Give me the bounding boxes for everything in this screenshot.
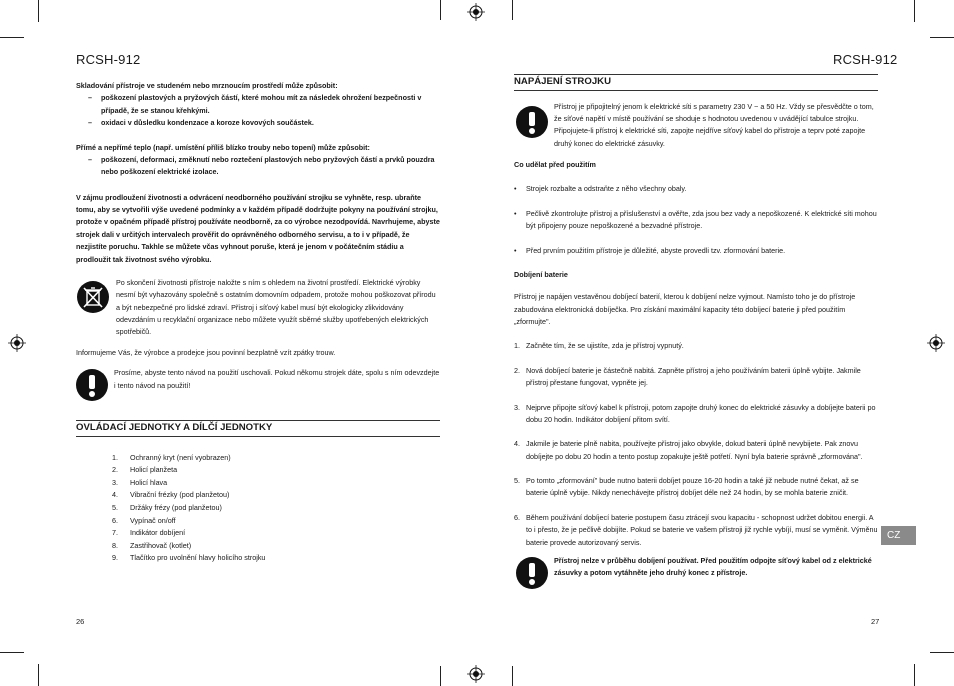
list-item: • Před prvním použitím přístroje je důležité, abyste provedli tzv. zformování baterie. xyxy=(514,245,786,255)
crop-mark xyxy=(930,37,954,38)
crop-mark xyxy=(38,664,39,686)
list-item: 3. Holicí hlava xyxy=(112,477,168,487)
list-item: 4. Jakmile je baterie plně nabita, používejte přístroj jako obvykle, dokud baterii úplně nevybijete. Pak znovu dobíjejte po dobu 20 hodin a tento postup zopakujte ještě potřetí. Nyní byla baterie správně „zformována". xyxy=(514,439,863,461)
keep-note xyxy=(76,367,440,401)
list-item: 1. Ochranný kryt (není vyobrazen) xyxy=(112,452,231,462)
crop-mark xyxy=(0,652,24,653)
list-item: 7. Indikátor dobíjení xyxy=(112,528,186,538)
charging-intro: Přístroj je napájen vestavěnou dobíjecí baterií, kterou k dobíjení nelze vyjmout. Namísto toho je do přístroje zabudována elektronická dobíječka. Pro získání maximální kapacity této dobíjecí baterie ji před použitím „zformujte". xyxy=(514,292,856,326)
registration-mark-icon xyxy=(927,334,945,352)
list-item: 5. Po tomto „zformování" bude nutno baterii dobíjet pouze 16-20 hodin a také již nebude nutné čekat, až se baterie úplně vybije. Nikdy nenechávejte přístroj dobíjet déle než 24 hodin, by se mohla baterie zničit. xyxy=(514,476,859,498)
storage-cold-lead: Skladování přístroje ve studeném nebo mrznoucím prostředí může způsobit: xyxy=(76,81,338,90)
list-item: 2. Nová dobíjecí baterie je částečně nabitá. Zapněte přístroj a jeho používáním baterii úplně vybijte. Jakmile přístroj přestane fungovat, vypněte jej. xyxy=(514,365,861,388)
charging-warning xyxy=(514,555,878,589)
model-header-right: RCSH-912 xyxy=(833,52,898,67)
list-item: 5. Držáky frézy (pod planžetou) xyxy=(112,503,222,512)
crop-mark xyxy=(0,37,24,38)
keep-note-text: Prosíme, abyste tento návod na použití uschovali. Pokud někomu strojek dáte, spolu s ním odevzdejte i tento návod na použití! xyxy=(114,368,440,390)
list-item: 6. Během používání dobíjecí baterie postupem času ztrácejí svou kapacitu - schopnost udržet dobitou energii. A to i přesto, že je pečlivě dobijíte. Pokud se baterie ve vašem přístroji již rychle vybíjí, musí se vyměnit. Výměnu baterie provede autorizovaný servis. xyxy=(514,512,878,547)
disposal-note xyxy=(76,277,440,339)
list-item: – poškození plastových a pryžových částí, které mohou mít za následek ohrožení bezpečnosti v případě, že se stanou křehkými. xyxy=(88,93,422,115)
longevity-paragraph: V zájmu prodloužení životnosti a odvrácení neodborného používání strojku se vyhněte, resp. ubraňte tomu, aby se vytvořili výše uvedené podmínky a v každém případě dodržujte pokyny na používání strojku, protože v opačném případě přístroj používáte neodborně, za co výrobce nezodpovídá. Navrhujeme, abyste strojek dali v určitých intervalech prověřit do oprávněného odborného servisu, a to i v případě, že nezjistíte poruchu. Takhle se můžete včas vyhnout poruše, která je jenom v počátečním stádiu a prodloužit tak životnost svého výrobku. xyxy=(76,192,440,264)
crop-mark xyxy=(914,664,915,686)
info-paragraph: Informujeme Vás, že výrobce a prodejce jsou povinní bezplatně vzít zpátky trouw. xyxy=(76,347,336,357)
list-item: – oxidaci v důsledku kondenzace a koroze kovových součástek. xyxy=(88,118,314,128)
crossed-bin-icon xyxy=(76,280,110,314)
registration-mark-icon xyxy=(467,3,485,21)
crop-mark xyxy=(440,0,441,20)
storage-heat-lead: Přímé a nepřímé teplo (např. umístění příliš blízko trouby nebo topení) může způsobit: xyxy=(76,142,370,152)
list-item: • Strojek rozbalte a odstraňte z něho všechny obaly. xyxy=(514,184,687,194)
list-item: • Pečlivě zkontrolujte přístroj a příslušenství a ověřte, zda jsou bez vady a nepoškozené. K elektrické síti mohou být připojeny pouze nepoškozené a bezvadné přístroje. xyxy=(514,208,877,231)
power-section-title: NAPÁJENÍ STROJKU xyxy=(514,74,878,91)
charging-warning-text: Přístroj nelze v průběhu dobíjení používat. Před použitím odpojte síťový kabel od z elektrické zásuvky a potom vytáhněte jeho druhý konec z přístroje. xyxy=(554,555,872,578)
before-use-title: Co udělat před použitím xyxy=(514,160,596,169)
charging-title: Dobíjení baterie xyxy=(514,269,568,279)
page-number-right: 27 xyxy=(871,617,880,626)
list-item: 4. Vibrační frézky (pod planžetou) xyxy=(112,490,230,500)
left-column xyxy=(76,80,440,565)
model-header-left: RCSH-912 xyxy=(76,52,141,67)
crop-mark xyxy=(512,0,513,20)
crop-mark xyxy=(512,666,513,686)
list-item: 1. Začněte tím, že se ujistíte, zda je přístroj vypnutý. xyxy=(514,341,684,351)
exclamation-icon xyxy=(516,557,548,589)
power-note-text: Přístroj je připojitelný jenom k elektrické síti s parametry 230 V ~ a 50 Hz. Vždy se přesvědčte o tom, že síťové napětí v místě používání se shoduje s hodnotou uvedenou v uvádějící tabulce strojku. Připojujete-li přístroj k elektrické síti, zapojte nejdříve síťový kabel do přístroje a teprv poté zapojte druhý konec do elektrické zásuvky. xyxy=(554,101,874,148)
right-column xyxy=(514,74,878,589)
registration-mark-icon xyxy=(467,665,485,683)
list-item: 9. Tlačítko pro uvolnění hlavy holicího strojku xyxy=(112,553,266,563)
registration-mark-icon xyxy=(8,334,26,352)
power-note xyxy=(514,101,878,151)
crop-mark xyxy=(914,0,915,22)
list-item: – poškození, deformaci, změknutí nebo roztečení plastových nebo pryžových částí a prvků pouzdra nebo poškození elektrické izolace. xyxy=(88,154,435,177)
exclamation-icon xyxy=(516,106,548,138)
list-item: 3. Nejprve připojte síťový kabel k přístroji, potom zapojte druhý konec do elektrické zásuvky a dobíjejte baterii po dobu 20 hodin. Indikátor dobíjení přitom svítí. xyxy=(514,402,876,424)
language-tab: CZ xyxy=(881,526,916,545)
crop-mark xyxy=(38,0,39,22)
list-item: 2. Holicí planžeta xyxy=(112,465,178,475)
list-item: 8. Zastřihovač (kotlet) xyxy=(112,540,192,550)
disposal-text: Po skončení životnosti přístroje naložte s ním s ohledem na životní prostředí. Elektrické výrobky nesmí být vyhazovány společně s ostatním domovním odpadem, protože mohou poškozovat přírodu a být nebezpečné pro lidské zdraví. Přístroj i síťový kabel musí být ekologicky zlikvidovány odevzdáním u recyklační organizace nebo můžete využít sběrné služby upotřebených elektrických spotřebičů. xyxy=(116,277,436,337)
crop-mark xyxy=(930,652,954,653)
list-item: 6. Vypínač on/off xyxy=(112,515,176,525)
parts-list xyxy=(112,452,440,565)
page-number-left: 26 xyxy=(76,617,85,626)
controls-section-title: OVLÁDACÍ JEDNOTKY A DÍLČÍ JEDNOTKY xyxy=(76,420,440,437)
exclamation-icon xyxy=(76,369,108,401)
crop-mark xyxy=(440,666,441,686)
